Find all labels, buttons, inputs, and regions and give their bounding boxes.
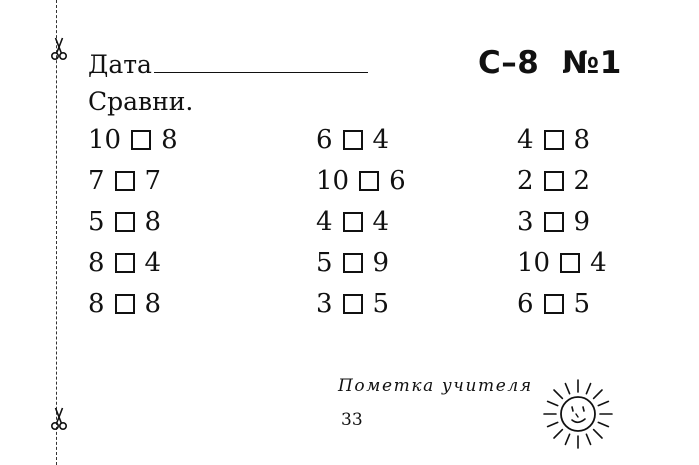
answer-box[interactable]: [131, 130, 151, 150]
right-number: 9: [573, 207, 591, 237]
answer-box[interactable]: [544, 130, 564, 150]
left-number: 3: [517, 207, 534, 237]
right-number: 8: [573, 125, 591, 155]
right-number: 8: [144, 207, 162, 237]
left-number: 7: [88, 166, 105, 196]
comparison-item: [88, 247, 161, 279]
right-number: 5: [573, 289, 591, 319]
comparison-item: [88, 165, 161, 197]
comparison-item: [316, 247, 389, 279]
left-number: 4: [517, 125, 534, 155]
scissors-icon: [50, 406, 68, 432]
date-blank-line[interactable]: [154, 72, 368, 73]
right-number: 2: [573, 166, 591, 196]
comparison-item: [517, 288, 590, 320]
left-number: 5: [88, 207, 105, 237]
comparison-item: [316, 206, 389, 238]
answer-box[interactable]: [560, 253, 580, 273]
instruction-text: Сравни.: [88, 87, 194, 116]
answer-box[interactable]: [343, 253, 363, 273]
worksheet-title: С–8 №1: [478, 45, 622, 81]
right-number: 4: [590, 248, 607, 278]
left-number: 6: [517, 289, 534, 319]
right-number: 4: [372, 207, 390, 237]
right-number: 4: [144, 248, 162, 278]
left-number: 2: [517, 166, 534, 196]
right-number: 9: [372, 248, 390, 278]
answer-box[interactable]: [343, 212, 363, 232]
left-number: 3: [316, 289, 333, 319]
left-number: 8: [88, 248, 105, 278]
answer-box[interactable]: [343, 294, 363, 314]
page-number: 33: [341, 410, 363, 430]
answer-box[interactable]: [544, 294, 564, 314]
answer-box[interactable]: [544, 212, 564, 232]
comparison-item: [316, 124, 389, 156]
answer-box[interactable]: [115, 171, 135, 191]
comparison-item: [316, 288, 389, 320]
answer-box[interactable]: [115, 212, 135, 232]
answer-box[interactable]: [115, 253, 135, 273]
answer-box[interactable]: [115, 294, 135, 314]
answer-box[interactable]: [343, 130, 363, 150]
comparison-item: [517, 124, 590, 156]
left-number: 6: [316, 125, 333, 155]
comparison-item: [88, 206, 161, 238]
left-number: 4: [316, 207, 333, 237]
right-number: 8: [144, 289, 162, 319]
date-field: [88, 50, 368, 79]
comparison-item: [88, 124, 178, 156]
right-number: 6: [389, 166, 406, 196]
answer-box[interactable]: [544, 171, 564, 191]
answer-box[interactable]: [359, 171, 379, 191]
left-number: 8: [88, 289, 105, 319]
comparison-item: [517, 206, 590, 238]
left-number: 5: [316, 248, 333, 278]
left-number: 10: [316, 166, 350, 196]
left-number: 10: [88, 125, 122, 155]
comparison-item: [517, 165, 590, 197]
teacher-note-label: Пометка учителя: [338, 376, 533, 396]
comparison-item: [517, 247, 607, 279]
sun-icon: [540, 376, 616, 452]
cut-line: [56, 0, 57, 465]
scissors-icon: [50, 36, 68, 62]
right-number: 7: [144, 166, 162, 196]
right-number: 8: [161, 125, 178, 155]
comparison-item: [316, 165, 406, 197]
right-number: 5: [372, 289, 390, 319]
right-number: 4: [372, 125, 390, 155]
date-label: Дата: [88, 50, 152, 79]
comparison-item: [88, 288, 161, 320]
left-number: 10: [517, 248, 551, 278]
